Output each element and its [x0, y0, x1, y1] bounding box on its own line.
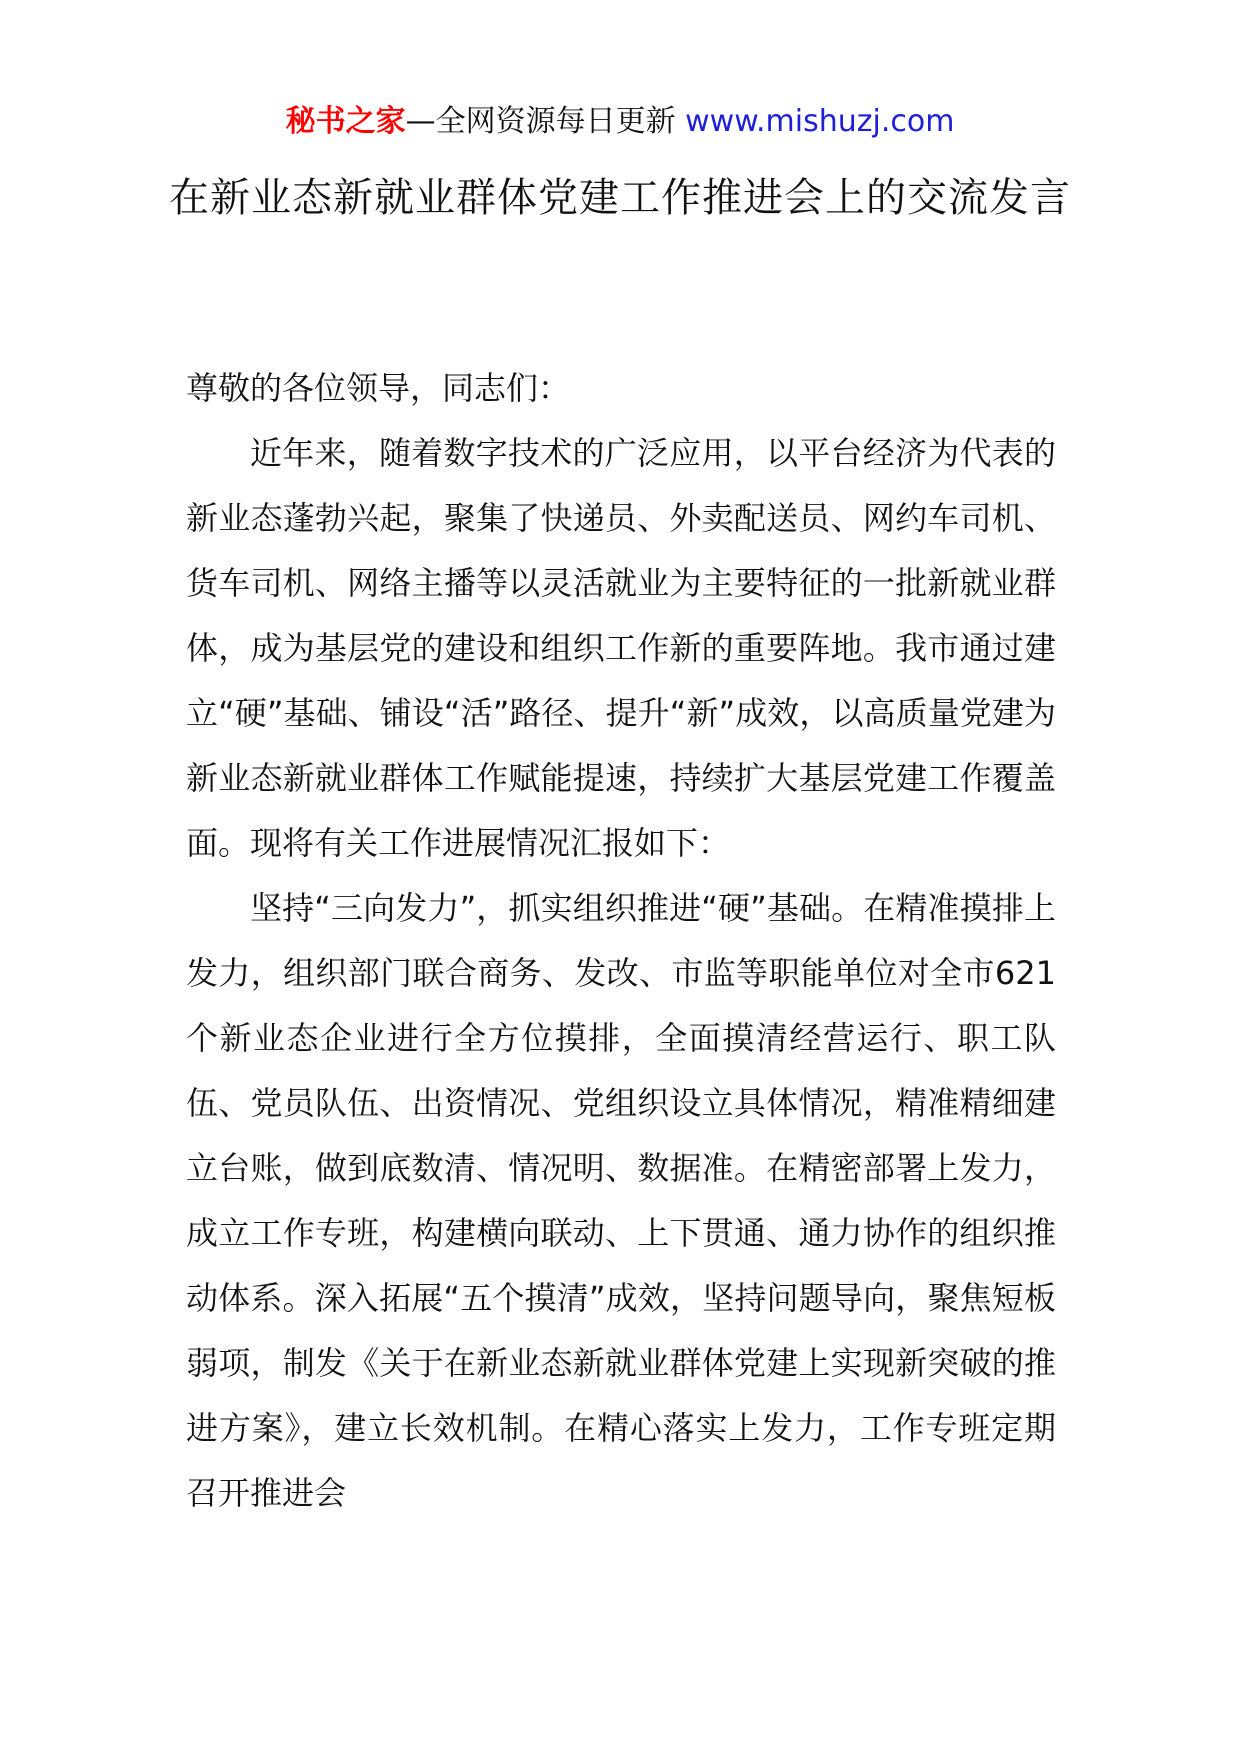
watermark-header: [0, 100, 1240, 144]
paragraph-intro: 近年来，随着数字技术的广泛应用，以平台经济为代表的新业态蓬勃兴起，聚集了快递员、外卖配送员、网约车司机、货车司机、网络主播等以灵活就业为主要特征的一批新就业群体，成为基层党的建设和组织工作新的重要阵地。我市通过建立“硬”基础、铺设“活”路径、提升“新”成效，以高质量党建为新业态新就业群体工作赋能提速，持续扩大基层党建工作覆盖面。现将有关工作进展情况汇报如下：: [186, 434, 1056, 862]
site-url-link[interactable]: www.mishuzj.com: [685, 104, 955, 139]
site-slogan: —全网资源每日更新: [405, 104, 686, 139]
site-brand: 秘书之家: [285, 104, 406, 139]
document-title: 在新业态新就业群体党建工作推进会上的交流发言: [169, 175, 1071, 221]
greeting-line: 尊敬的各位领导，同志们：: [186, 369, 571, 407]
document-body: [186, 356, 1056, 1526]
paragraph-section-one: 坚持“三向发力”，抓实组织推进“硬”基础。在精准摸排上发力，组织部门联合商务、发改、市监等职能单位对全市621个新业态企业进行全方位摸排，全面摸清经营运行、职工队伍、党员队伍、出资情况、党组织设立具体情况，精准精细建立台账，做到底数清、情况明、数据准。在精密部署上发力，成立工作专班，构建横向联动、上下贯通、通力协作的组织推动体系。深入拓展“五个摸清”成效，坚持问题导向，聚焦短板弱项，制发《关于在新业态新就业群体党建上实现新突破的推进方案》，建立长效机制。在精心落实上发力，工作专班定期召开推进会: [186, 889, 1056, 1512]
